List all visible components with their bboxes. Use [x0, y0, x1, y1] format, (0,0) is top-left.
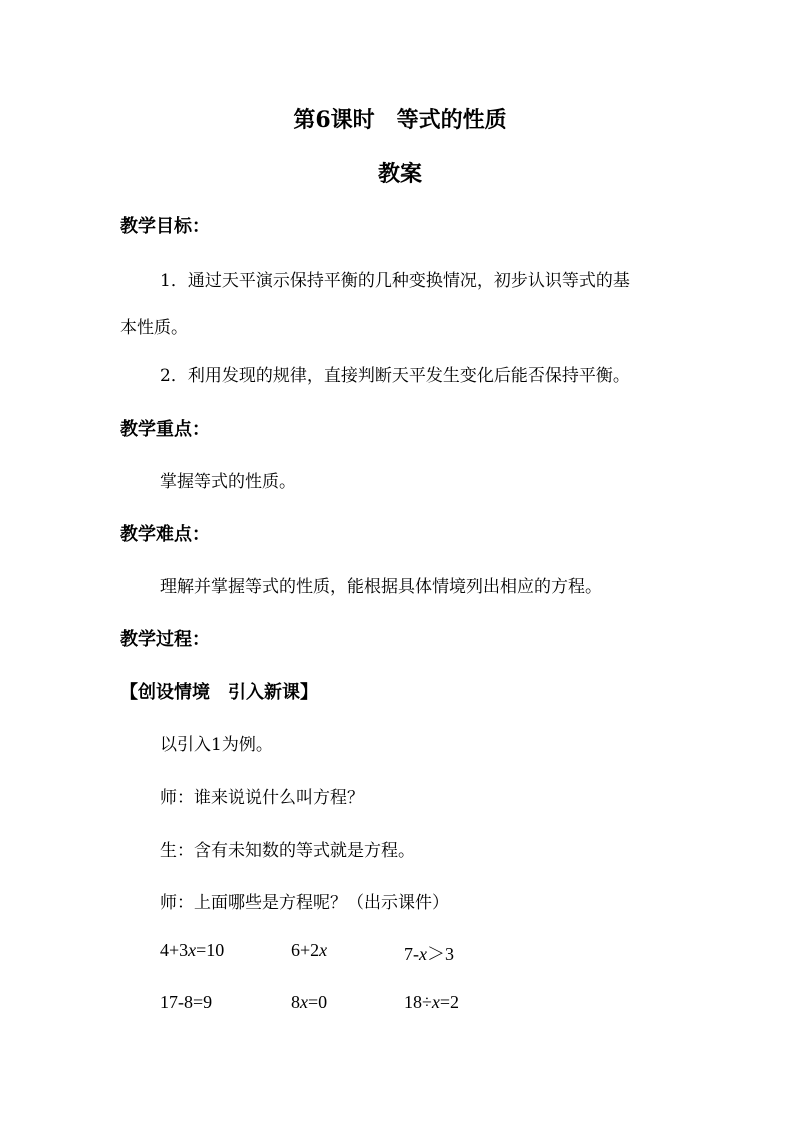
difficulties-heading: 教学难点：: [120, 524, 210, 545]
difficulties-text: 理解并掌握等式的性质，能根据具体情境列出相应的方程。: [160, 577, 602, 597]
expression-17-minus-8-equals-9: 17-8=9: [160, 992, 213, 1012]
activity-line-3: 生：含有未知数的等式就是方程。: [160, 841, 415, 861]
expression-18-div-x-equals-2: 18÷x=2: [404, 992, 460, 1012]
activity-line-4: 师：上面哪些是方程呢？（出示课件）: [160, 893, 449, 913]
activity-line-1: 以引入1为例。: [160, 735, 273, 755]
objective-item-1-line-2: 本性质。: [120, 318, 188, 338]
page-title: 第6课时 等式的性质: [293, 107, 507, 133]
process-heading: 教学过程：: [120, 629, 210, 650]
activity-heading: 【创设情境 引入新课】: [120, 682, 318, 703]
activity-line-2: 师：谁来说说什么叫方程？: [160, 788, 364, 808]
expression-4-plus-3x-equals-10: 4+3x=10: [160, 940, 225, 960]
expression-6-plus-2x: 6+2x: [291, 940, 328, 960]
page-subtitle: 教案: [377, 161, 422, 187]
key-points-text: 掌握等式的性质。: [160, 472, 296, 492]
objective-item-1-line-1: 1．通过天平演示保持平衡的几种变换情况，初步认识等式的基: [160, 271, 630, 291]
objectives-heading: 教学目标：: [120, 216, 210, 237]
key-points-heading: 教学重点：: [120, 419, 210, 440]
objective-item-2: 2．利用发现的规律，直接判断天平发生变化后能否保持平衡。: [160, 366, 630, 386]
expression-7-minus-x-greater-3: 7-x＞3: [404, 944, 454, 964]
expression-8x-equals-0: 8x=0: [291, 992, 328, 1012]
